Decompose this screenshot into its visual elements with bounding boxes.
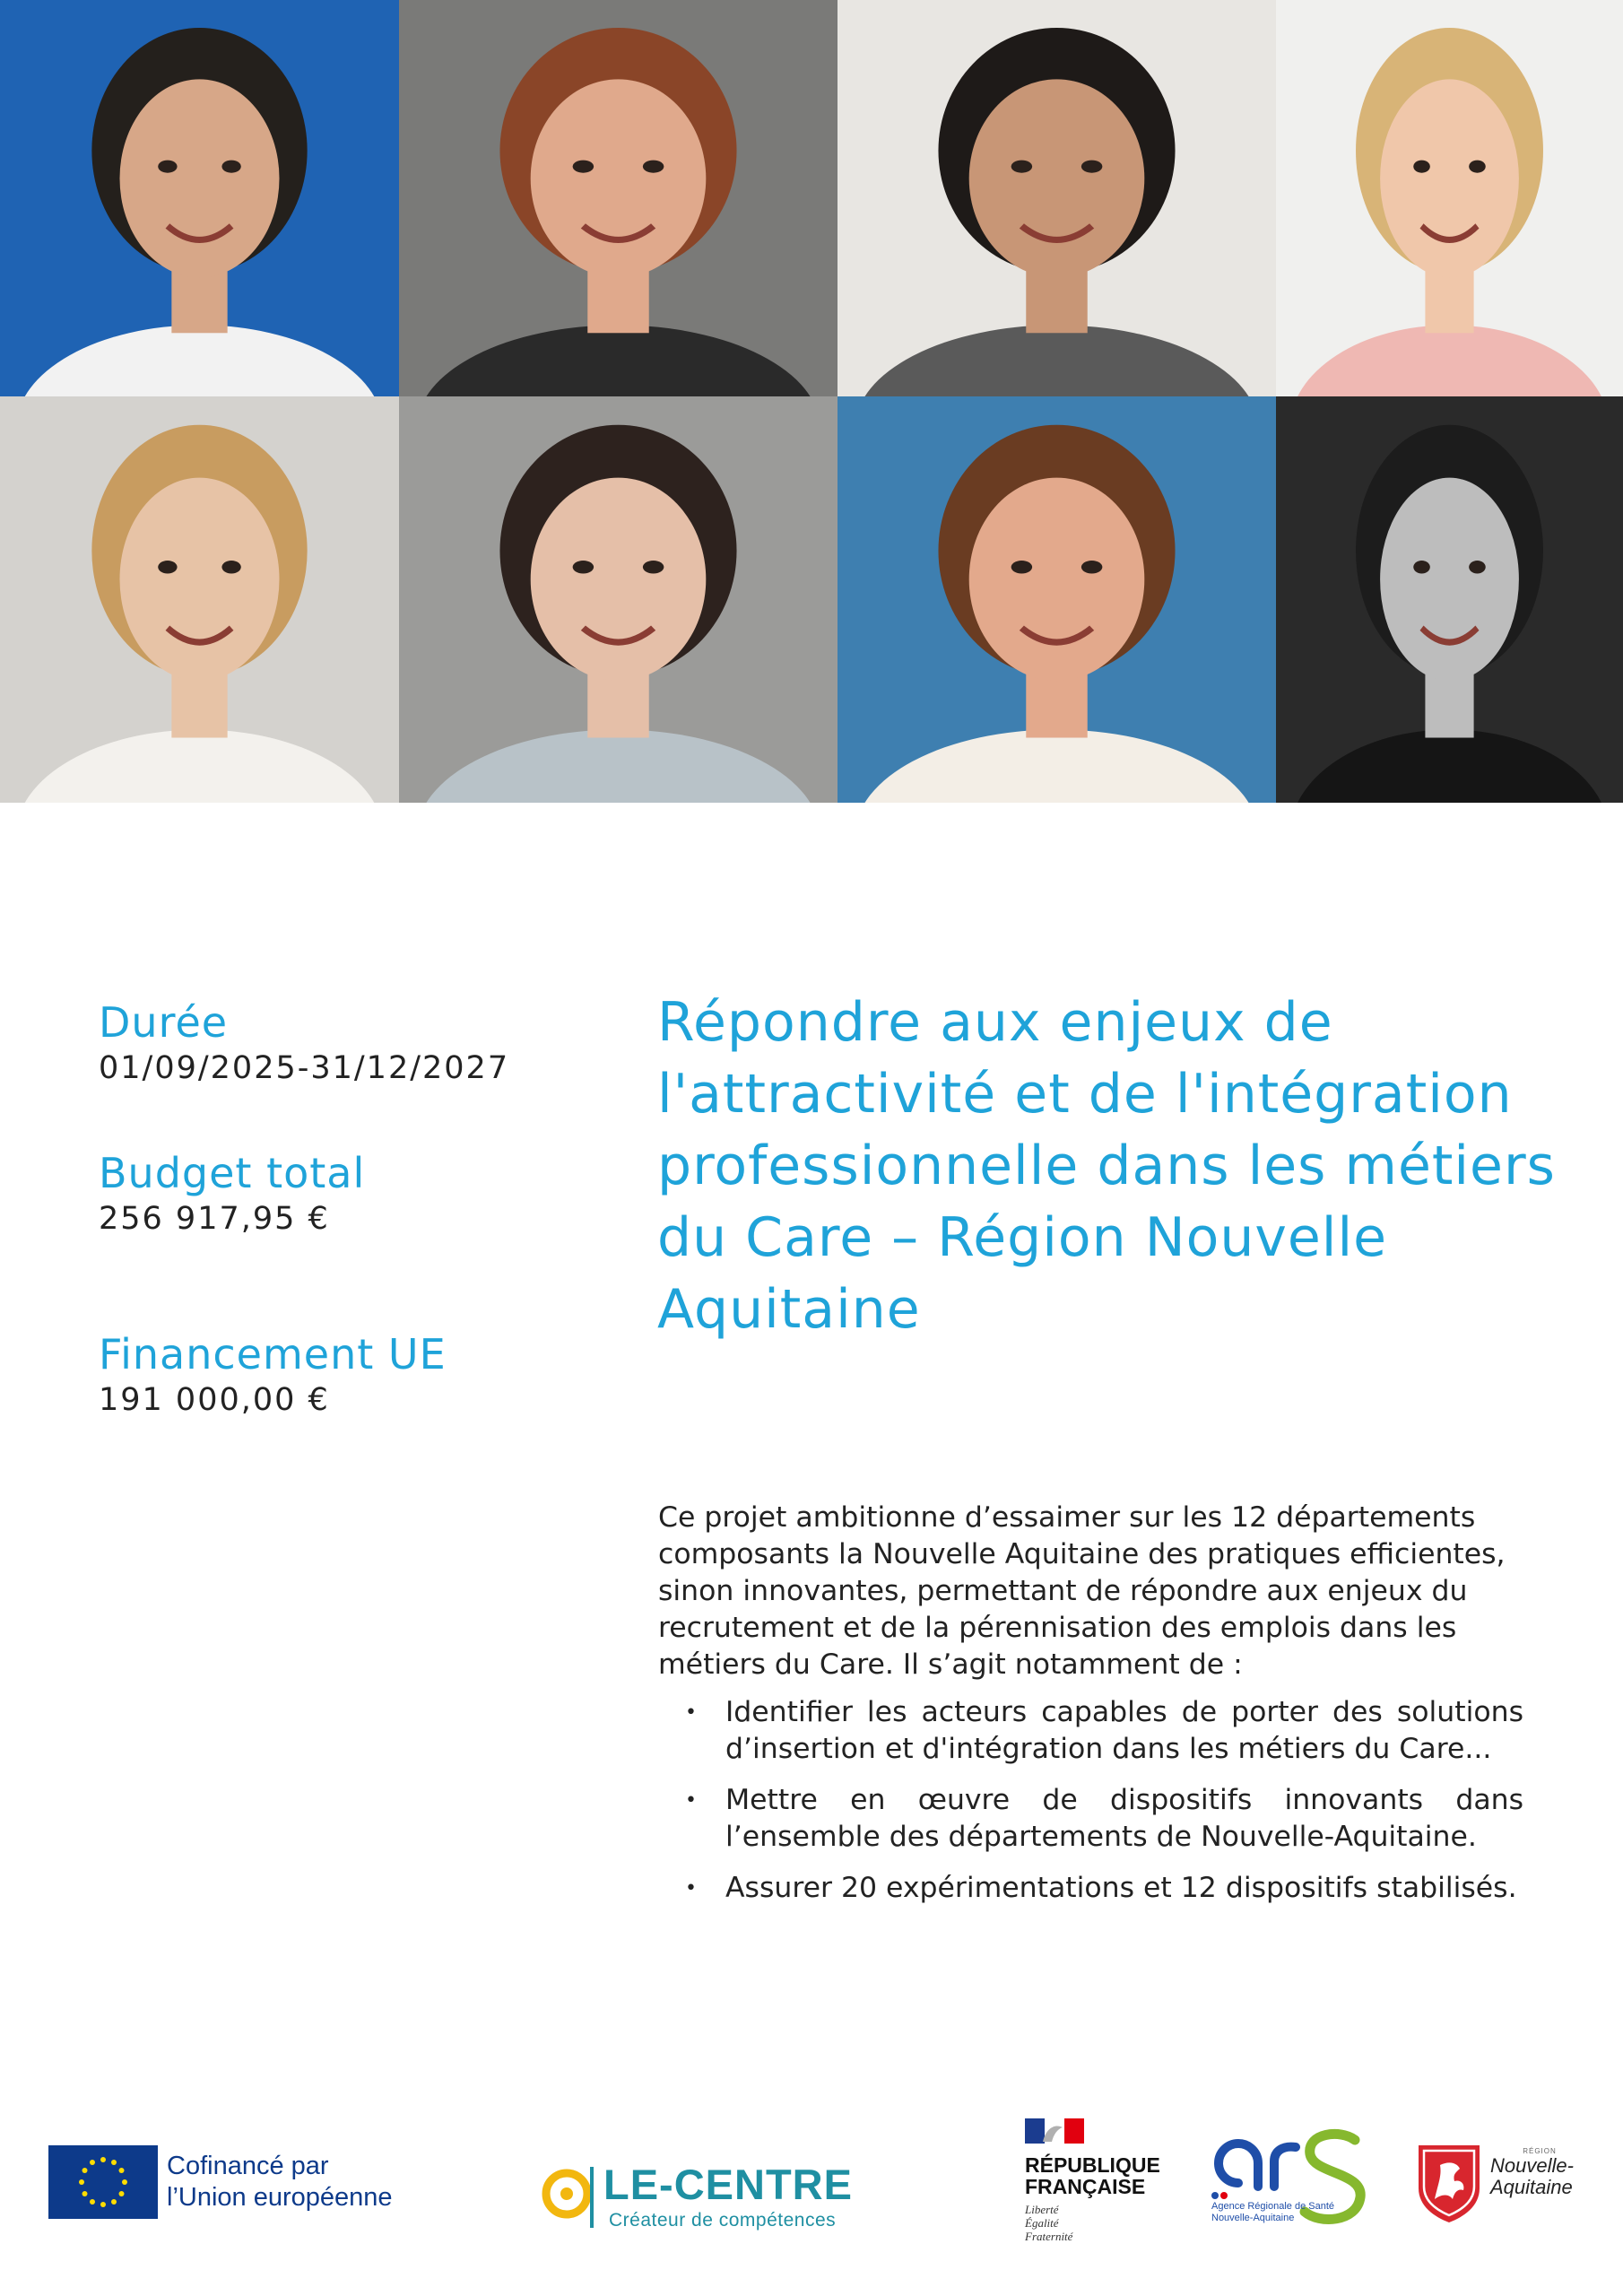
- eu-logo-text: [167, 2151, 393, 2213]
- region-nouvelle-aquitaine-logo: [1415, 2142, 1603, 2231]
- republique-francaise-logo: [1025, 2118, 1168, 2243]
- photo-grid: [0, 0, 1623, 803]
- le-centre-tagline: Créateur de compétences: [609, 2210, 837, 2231]
- objectives-list: [658, 1694, 1523, 1907]
- budget-value: 256 917,95 €: [99, 1201, 330, 1237]
- photo-man-glasses: [838, 0, 1276, 396]
- duration-block: [99, 997, 509, 1089]
- eu-logo-line1: Cofinancé par: [167, 2152, 329, 2180]
- region-name: Nouvelle- Aquitaine: [1490, 2154, 1574, 2198]
- eu-cofunding-logo: [48, 2145, 393, 2219]
- budget-block: [99, 1148, 365, 1239]
- photo-smiling-woman-stripes: [838, 396, 1276, 803]
- ars-logo: [1206, 2124, 1385, 2231]
- list-item: • Mettre en œuvre de dispositifs innovants dans l’ensemble des départements de Nouvelle-Aquitaine.: [658, 1782, 1523, 1856]
- portrait-illustration: [0, 0, 399, 396]
- region-small-label: RÉGION: [1523, 2147, 1557, 2155]
- photo-bearded-man-blue: [0, 0, 399, 396]
- funding-block: [99, 1329, 447, 1421]
- region-name-block: [1490, 2147, 1589, 2198]
- portrait-illustration: [1276, 396, 1623, 803]
- duration-value: 01/09/2025-31/12/2027: [99, 1050, 510, 1086]
- ars-subtitle: Agence Régionale de Santé Nouvelle-Aquitaine: [1211, 2201, 1334, 2223]
- eu-logo-line2: l’Union européenne: [167, 2183, 393, 2212]
- portrait-illustration: [1276, 0, 1623, 396]
- rf-motto: Liberté Égalité Fraternité: [1025, 2203, 1073, 2243]
- photo-smiling-woman-red-hair: [399, 0, 838, 396]
- duration-label: Durée: [99, 998, 229, 1047]
- le-centre-name: LE-CENTRE: [603, 2161, 853, 2208]
- portrait-illustration: [0, 396, 399, 803]
- project-description: [658, 1500, 1523, 1921]
- funding-value: 191 000,00 €: [99, 1382, 330, 1418]
- partner-logos: [0, 2108, 1623, 2287]
- description-intro: Ce projet ambitionne d’essaimer sur les 12 départements composants la Nouvelle Aquitaine des pratiques efficientes, sinon innovantes, permettant de répondre aux enjeux du recrutement et de la pérennisation des emplois dans les métiers du Care. Il s’agit notamment de :: [658, 1501, 1506, 1681]
- funding-label: Financement UE: [99, 1330, 447, 1378]
- le-centre-ring-icon: [542, 2167, 595, 2230]
- photo-blonde-woman-pink: [1276, 0, 1623, 396]
- budget-label: Budget total: [99, 1149, 366, 1197]
- portrait-illustration: [838, 0, 1276, 396]
- eu-flag-icon: [48, 2145, 158, 2219]
- rf-name: RÉPUBLIQUE FRANÇAISE: [1025, 2153, 1160, 2198]
- portrait-illustration: [838, 396, 1276, 803]
- marianne-flag-icon: [1025, 2118, 1084, 2144]
- portrait-illustration: [399, 396, 838, 803]
- photo-dark-hair-woman: [399, 396, 838, 803]
- photo-woman-sunglasses: [0, 396, 399, 803]
- portrait-illustration: [399, 0, 838, 396]
- region-lion-shield-icon: [1415, 2142, 1483, 2224]
- photo-man-bw: [1276, 396, 1623, 803]
- list-item: • Assurer 20 expérimentations et 12 dispositifs stabilisés.: [658, 1870, 1523, 1907]
- project-title: Répondre aux enjeux de l'attractivité et de l'intégration professionnelle dans les métiers du Care – Région Nouvelle Aquitaine: [657, 991, 1556, 1341]
- list-item: • Identifier les acteurs capables de porter des solutions d’insertion et d'intégration dans les métiers du Care...: [658, 1694, 1523, 1768]
